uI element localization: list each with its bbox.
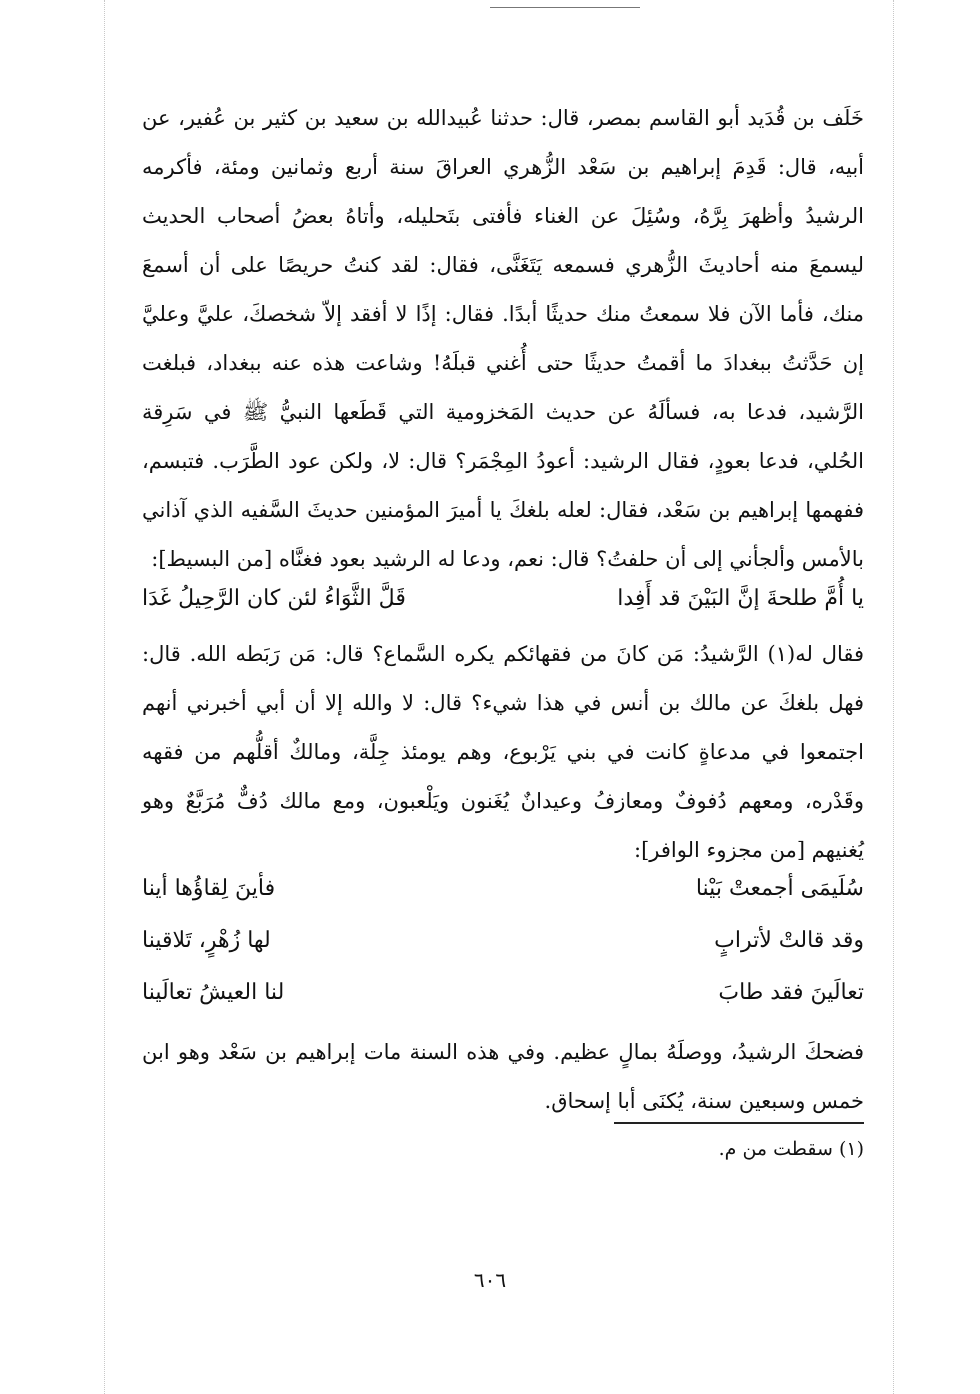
top-rule xyxy=(490,7,640,8)
verse-line-1 xyxy=(142,578,864,618)
verse-2-second-hemistich: فأينَ لِقاؤُها أينا xyxy=(142,875,276,901)
paragraph-3-text: فضحكَ الرشيدُ، ووصلَهُ بمالٍ عظيم. وفي هذه السنة مات إبراهيم بن سَعْد وهو ابن خمس وسبعين سنة، يُكنَى أبا إسحاق. xyxy=(142,1040,864,1113)
paragraph-3 xyxy=(142,1028,864,1126)
verse-line-4 xyxy=(142,972,864,1012)
paragraph-1-text: خَلَف بن قُدَيد أبو القاسم بمصر، قال: حدثنا عُبيدالله بن سعيد بن كثير بن عُفير، عن أبيه، قال: قَدِمَ إبراهيم بن سَعْد الزُّهري العراقَ سنة أربع وثمانين ومئة، فأكرمه الرشيدُ وأظهرَ بِرَّهُ، وسُئِلَ عن الغناء فأفتى بتَحليله، وأتاهُ بعضُ أصحاب الحديث ليسمعَ منه أحاديثَ الزُّهري فسمعه يَتَغَنَّى، فقال: لقد كنتُ حريصًا على أن أسمعَ منك، فأما الآن فلا سمعتُ منك حديثًا أبدًا. فقال: إذًا لا أفقد إلاّ شخصكَ، عليَّ وعليَّ إن حَدَّثتُ ببغدادَ ما أقمتُ حديثًا حتى أُغني قبلَهُ! وشاعت هذه عنه ببغداد، فبلغت الرَّشيد، فدعا به، فسألَهُ عن حديث المَخزومية التي قَطَعها النبيُّ ﷺ في سَرِقة الحُلي، فدعا بعودٍ، فقال الرشيد: أعودُ المِجْمَر؟ قال: لا، ولكن عود الطَّرَب. فتبسم، ففهمها إبراهيم بن سَعْد، فقال: لعله بلغكَ يا أميرَ المؤمنين حديثَ السَّفيه الذي آذاني بالأمس وألجأني إلى أن حلفتُ؟ قال: نعم، ودعا له الرشيد بعود فغنَّاه [من البسيط]: xyxy=(142,106,864,571)
verse-line-3 xyxy=(142,920,864,960)
verse-3-second-hemistich: لها زُهْرٍ، تَلاقينا xyxy=(142,927,271,953)
paragraph-2-text: فقال له(١) الرَّشيدُ: مَن كانَ من فقهائكم يكره السَّماع؟ قال: مَن رَبَطه الله. قال: فهل بلغكَ عن مالك بن أنس في هذا شيء؟ قال: لا والله إلا أن أبي أخبرني أنهم اجتمعوا في مدعاةٍ كانت في بني يَرْبوع، وهم يومئذ جِلَّة، ومالكٌ أقلُّهم من فقهه وقَدْره، ومعهم دُفوفٌ ومعازفُ وعيدانٌ يُغَنون ويَلْعبون، ومع مالك دُفٌّ مُرَبَّعٌ وهو يُغنيهم [من مجزوء الوافر]: xyxy=(142,642,865,862)
footnote-separator xyxy=(614,1122,864,1124)
verse-1-second-hemistich: قَلَّ الثَّوَاءُ لئن كان الرَّحِيلُ غَدَا xyxy=(142,585,406,611)
scan-margin-left xyxy=(104,0,105,1394)
verse-2-first-hemistich: سُلَيمَى أجمعتْ بَيْنا xyxy=(695,875,864,901)
verse-4-second-hemistich: لنا العيشُ تعالَينا xyxy=(142,979,285,1005)
page-number: ٦٠٦ xyxy=(473,1268,507,1292)
verse-4-first-hemistich: تعالَينَ فقد طابَ xyxy=(718,979,864,1005)
paragraph-1 xyxy=(142,94,864,584)
footnote: (١) سقطت من م. xyxy=(718,1138,864,1160)
verse-3-first-hemistich: وقد قالتْ لأترابٍ xyxy=(714,927,864,953)
verse-line-2 xyxy=(142,868,864,908)
scan-margin-right xyxy=(893,0,894,1394)
paragraph-2 xyxy=(142,630,864,875)
verse-1-first-hemistich: يا أُمَّ طلحةَ إنَّ البَيْنَ قد أَفِدا xyxy=(617,585,864,611)
